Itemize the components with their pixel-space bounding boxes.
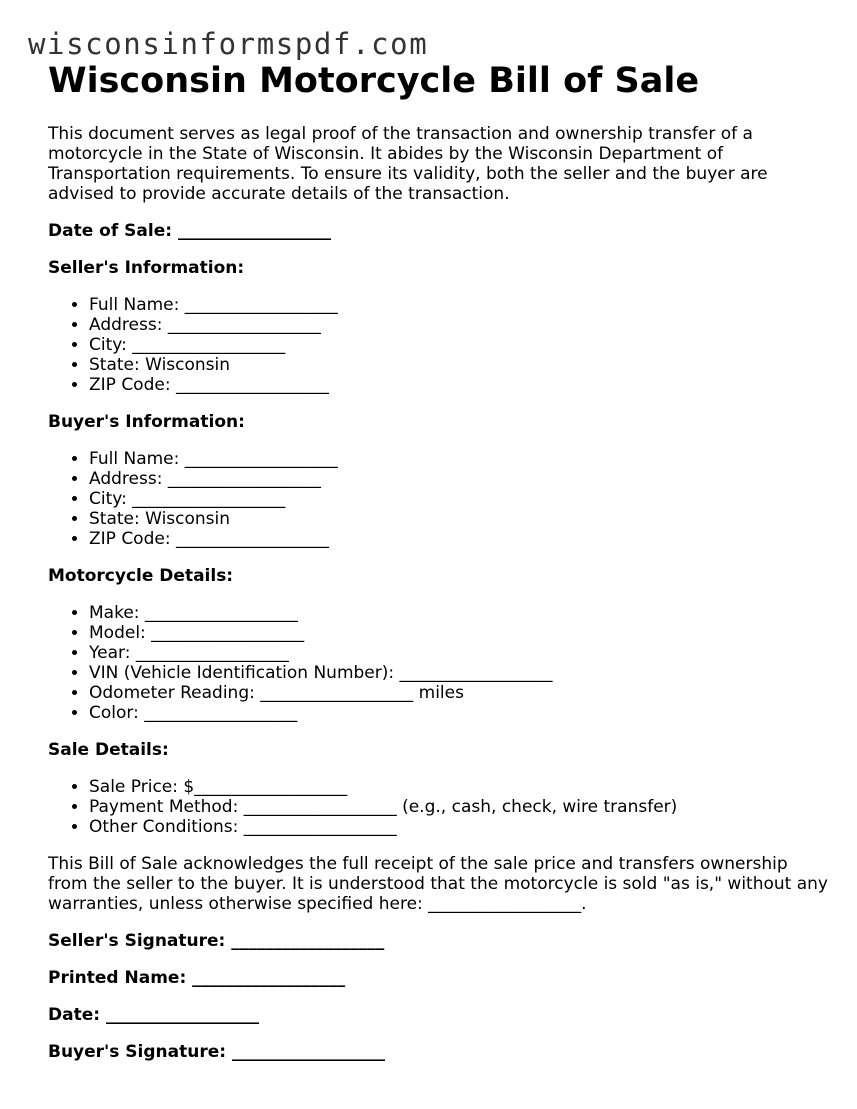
seller-city-item: • City: __________________ xyxy=(89,335,828,355)
other-conditions-item: • Other Conditions: __________________ xyxy=(89,817,828,837)
seller-state-item: • State: Wisconsin xyxy=(89,355,828,375)
buyer-full-name-item: • Full Name: __________________ xyxy=(89,449,828,469)
sale-details-list xyxy=(48,777,828,837)
motorcycle-details-list xyxy=(48,603,828,723)
document-title: Wisconsin Motorcycle Bill of Sale xyxy=(48,61,700,101)
payment-method-item: • Payment Method: __________________ (e.g., cash, check, wire transfer) xyxy=(89,797,828,817)
printed-name-field: Printed Name: __________________ xyxy=(48,968,346,988)
vin-item: • VIN (Vehicle Identification Number): __________________ xyxy=(89,663,828,683)
date-of-sale-field: Date of Sale: __________________ xyxy=(48,221,331,241)
sale-details-heading: Sale Details: xyxy=(48,740,169,760)
intro-paragraph: This document serves as legal proof of the transaction and ownership transfer of a motorcycle in the State of Wisconsin. It abides by the Wisconsin Department of Transportation requirements. To ensure its validity, both the seller and the buyer are advised to provide accurate details of the transaction. xyxy=(48,124,768,204)
motorcycle-details-heading: Motorcycle Details: xyxy=(48,566,234,586)
seller-zip-item: • ZIP Code: __________________ xyxy=(89,375,828,395)
model-item: • Model: __________________ xyxy=(89,623,828,643)
seller-info-heading: Seller's Information: xyxy=(48,258,245,278)
bill-of-sale-document xyxy=(48,60,828,1062)
sale-price-item: • Sale Price: $__________________ xyxy=(89,777,828,797)
site-watermark: wisconsinformspdf.com xyxy=(28,27,429,61)
year-item: • Year: __________________ xyxy=(89,643,828,663)
buyer-state-item: • State: Wisconsin xyxy=(89,509,828,529)
seller-full-name-item: • Full Name: __________________ xyxy=(89,295,828,315)
make-item: • Make: __________________ xyxy=(89,603,828,623)
signature-date-field: Date: __________________ xyxy=(48,1005,259,1025)
buyer-zip-item: • ZIP Code: __________________ xyxy=(89,529,828,549)
buyer-signature-field: Buyer's Signature: __________________ xyxy=(48,1042,385,1062)
buyer-info-list xyxy=(48,449,828,549)
buyer-city-item: • City: __________________ xyxy=(89,489,828,509)
closing-paragraph: This Bill of Sale acknowledges the full receipt of the sale price and transfers ownership from the seller to the buyer. It is understood that the motorcycle is sold "as is," without any warranties, unless otherwise specified here: __________________. xyxy=(48,854,828,914)
seller-address-item: • Address: __________________ xyxy=(89,315,828,335)
seller-info-list xyxy=(48,295,828,395)
color-item: • Color: __________________ xyxy=(89,703,828,723)
buyer-address-item: • Address: __________________ xyxy=(89,469,828,489)
odometer-item: • Odometer Reading: __________________ miles xyxy=(89,683,828,703)
seller-signature-field: Seller's Signature: __________________ xyxy=(48,931,385,951)
buyer-info-heading: Buyer's Information: xyxy=(48,412,245,432)
